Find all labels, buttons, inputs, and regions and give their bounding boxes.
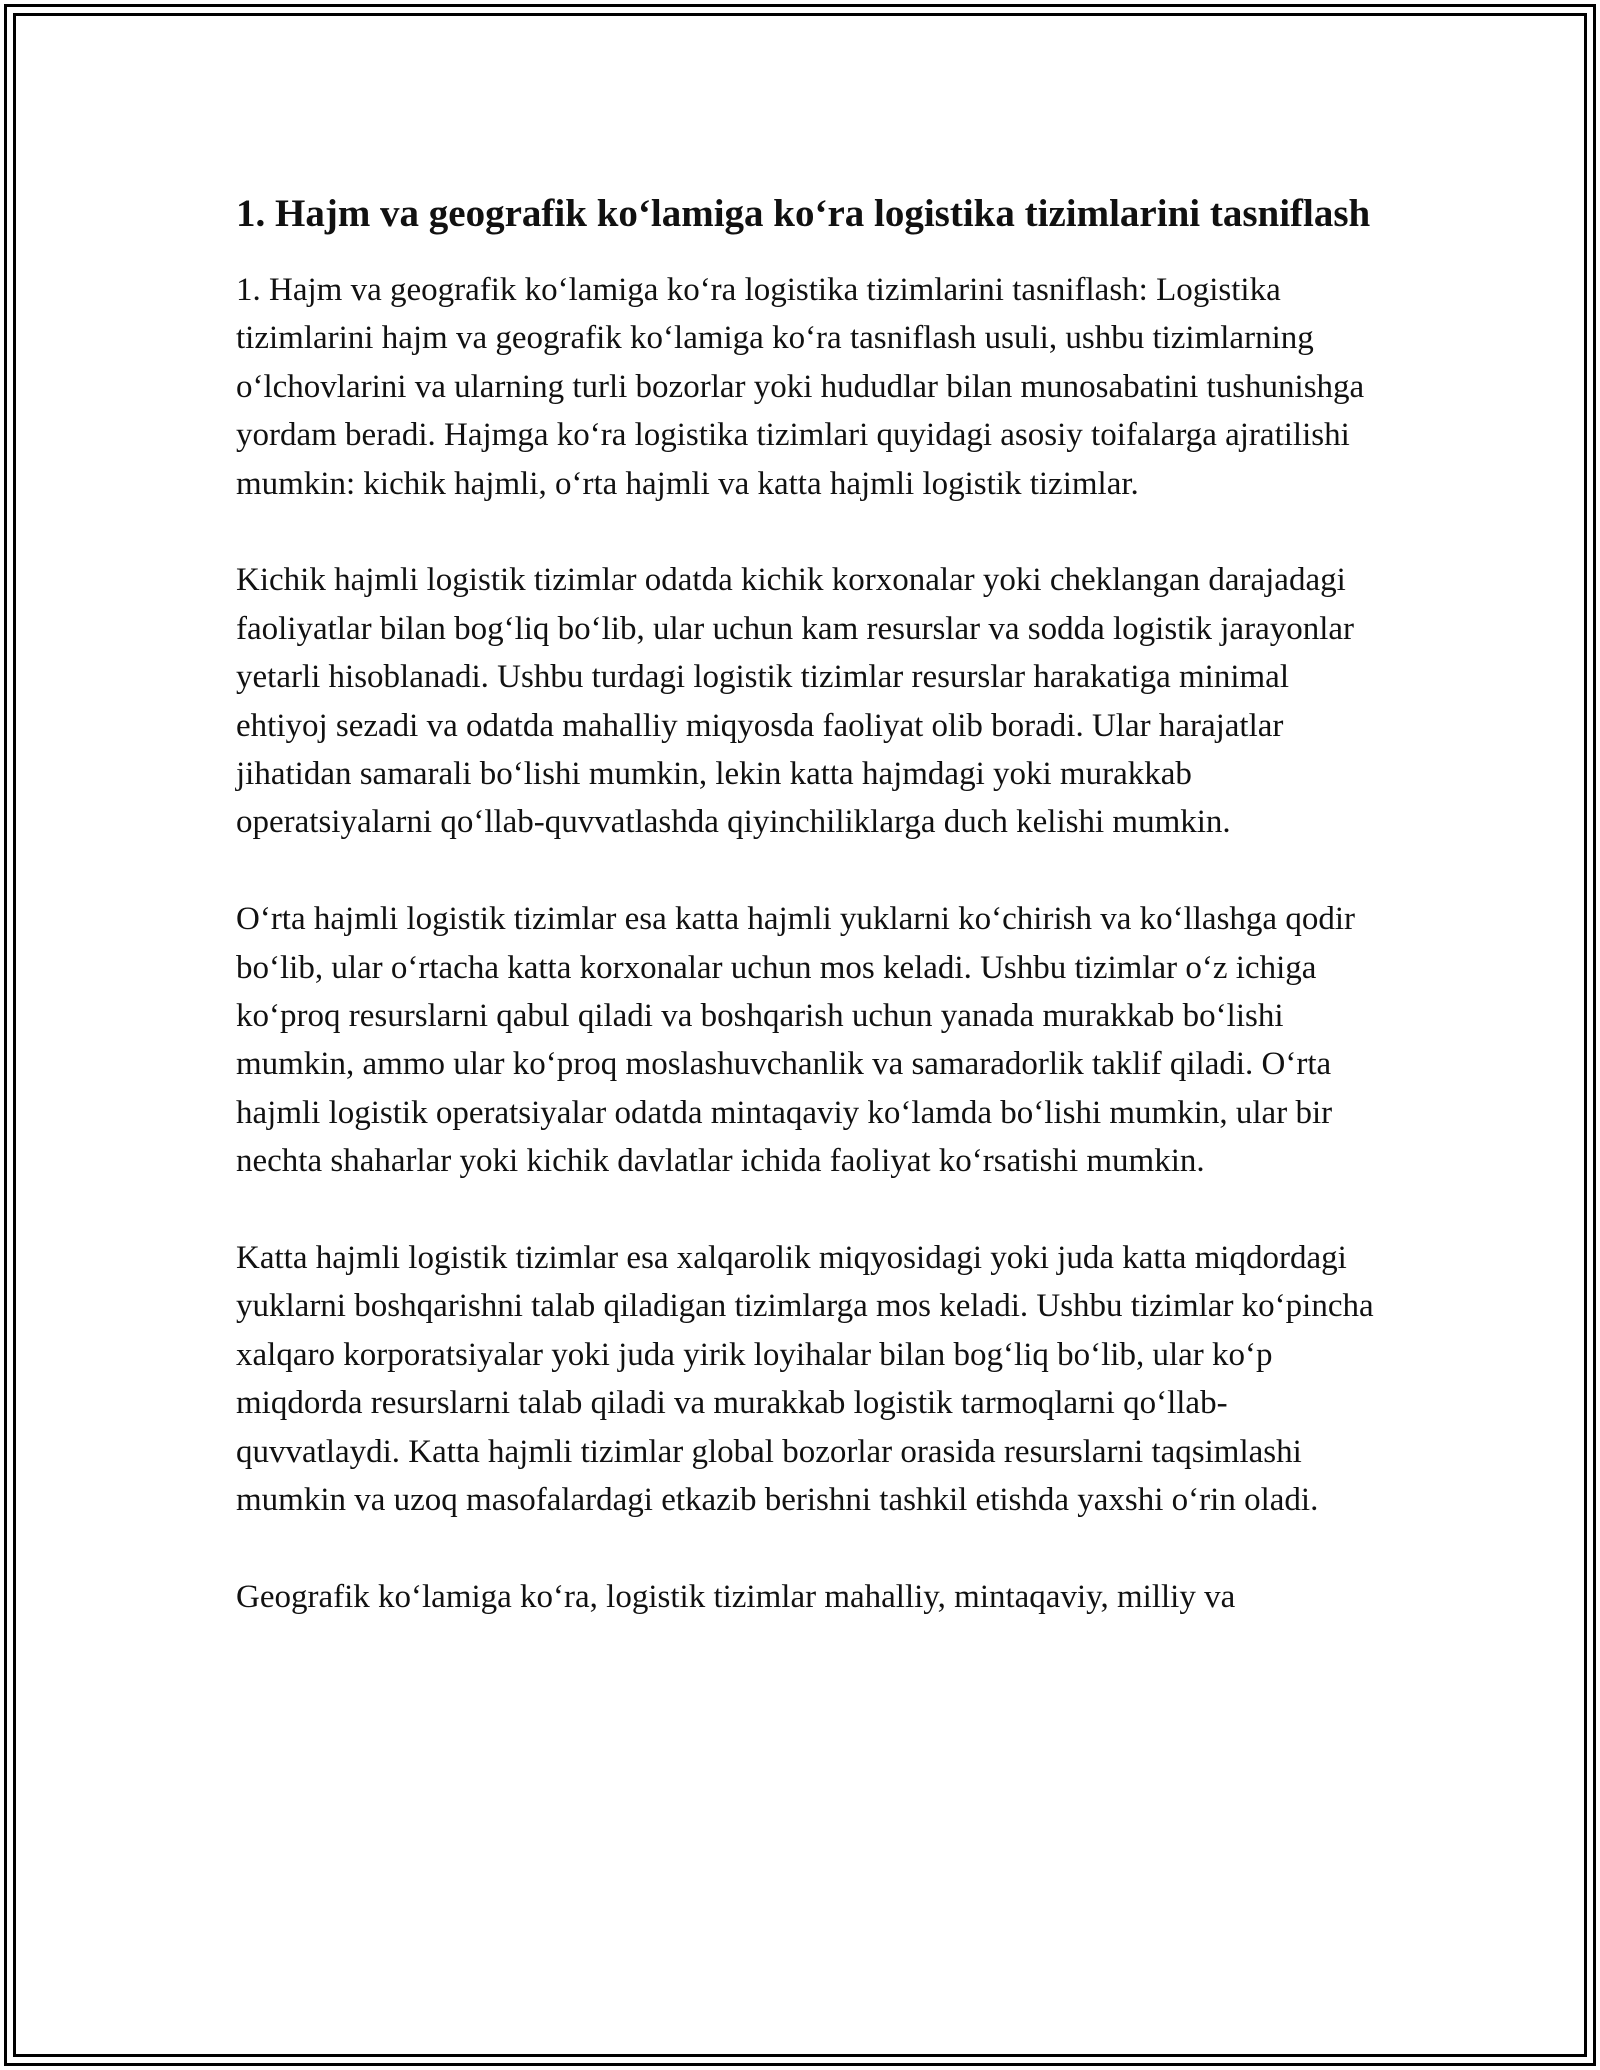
paragraph-medium-systems: O‘rta hajmli logistik tizimlar esa katta hajmli yuklarni ko‘chirish va ko‘llashga qodir bo‘lib, ular o‘rtacha katta korxonalar uchun mos keladi. Ushbu tizimlar o‘z ichiga ko‘proq resurslarni qabul qiladi va boshqarish uchun yanada murakkab bo‘lishi mumkin, ammo ular ko‘proq moslashuvchanlik va samaradorlik taklif qiladi. O‘rta hajmli logistik operatsiyalar odatda mintaqaviy ko‘lamda bo‘lishi mumkin, ular bir nechta shaharlar yoki kichik davlatlar ichida faoliyat ko‘rsatishi mumkin.: [236, 901, 1355, 1180]
paragraph-intro: 1. Hajm va geografik ko‘lamiga ko‘ra logistika tizimlarini tasniflash: Logistika tizimlarini hajm va geografik ko‘lamiga ko‘ra tasniflash usuli, ushbu tizimlarning o‘lchovlarini va ularning turli bozorlar yoki hududlar bilan munosabatini tushunishga yordam beradi. Hajmga ko‘ra logistika tizimlari quyidagi asosiy toifalarga ajratilishi mumkin: kichik hajmli, o‘rta hajmli va katta hajmli logistik tizimlar.: [236, 272, 1365, 502]
paragraph-geographic-scope: Geografik ko‘lamiga ko‘ra, logistik tizimlar mahalliy, mintaqaviy, milliy va: [236, 1578, 1236, 1615]
document-title: 1. Hajm va geografik ko‘lamiga ko‘ra logistika tizimlarini tasniflash: [236, 192, 1371, 235]
document-body: [236, 186, 1386, 1621]
paragraph-large-systems: Katta hajmli logistik tizimlar esa xalqarolik miqyosidagi yoki juda katta miqdordagi yuklarni boshqarishni talab qiladigan tizimlarga mos keladi. Ushbu tizimlar ko‘pincha xalqaro korporatsiyalar yoki juda yirik loyihalar bilan bog‘liq bo‘lib, ular ko‘p miqdorda resurslarni talab qiladi va murakkab logistik tarmoqlarni qo‘llab-quvvatlaydi. Katta hajmli tizimlar global bozorlar orasida resurslarni taqsimlashi mumkin va uzoq masofalardagi etkazib berishni tashkil etishda yaxshi o‘rin oladi.: [236, 1240, 1374, 1519]
paragraph-small-systems: Kichik hajmli logistik tizimlar odatda kichik korxonalar yoki cheklangan darajadagi faoliyatlar bilan bog‘liq bo‘lib, ular uchun kam resurslar va sodda logistik jarayonlar yetarli hisoblanadi. Ushbu turdagi logistik tizimlar resurslar harakatiga minimal ehtiyoj sezadi va odatda mahalliy miqyosda faoliyat olib boradi. Ular harajatlar jihatidan samarali bo‘lishi mumkin, lekin katta hajmdagi yoki murakkab operatsiyalarni qo‘llab-quvvatlashda qiyinchiliklarga duch kelishi mumkin.: [236, 562, 1355, 841]
